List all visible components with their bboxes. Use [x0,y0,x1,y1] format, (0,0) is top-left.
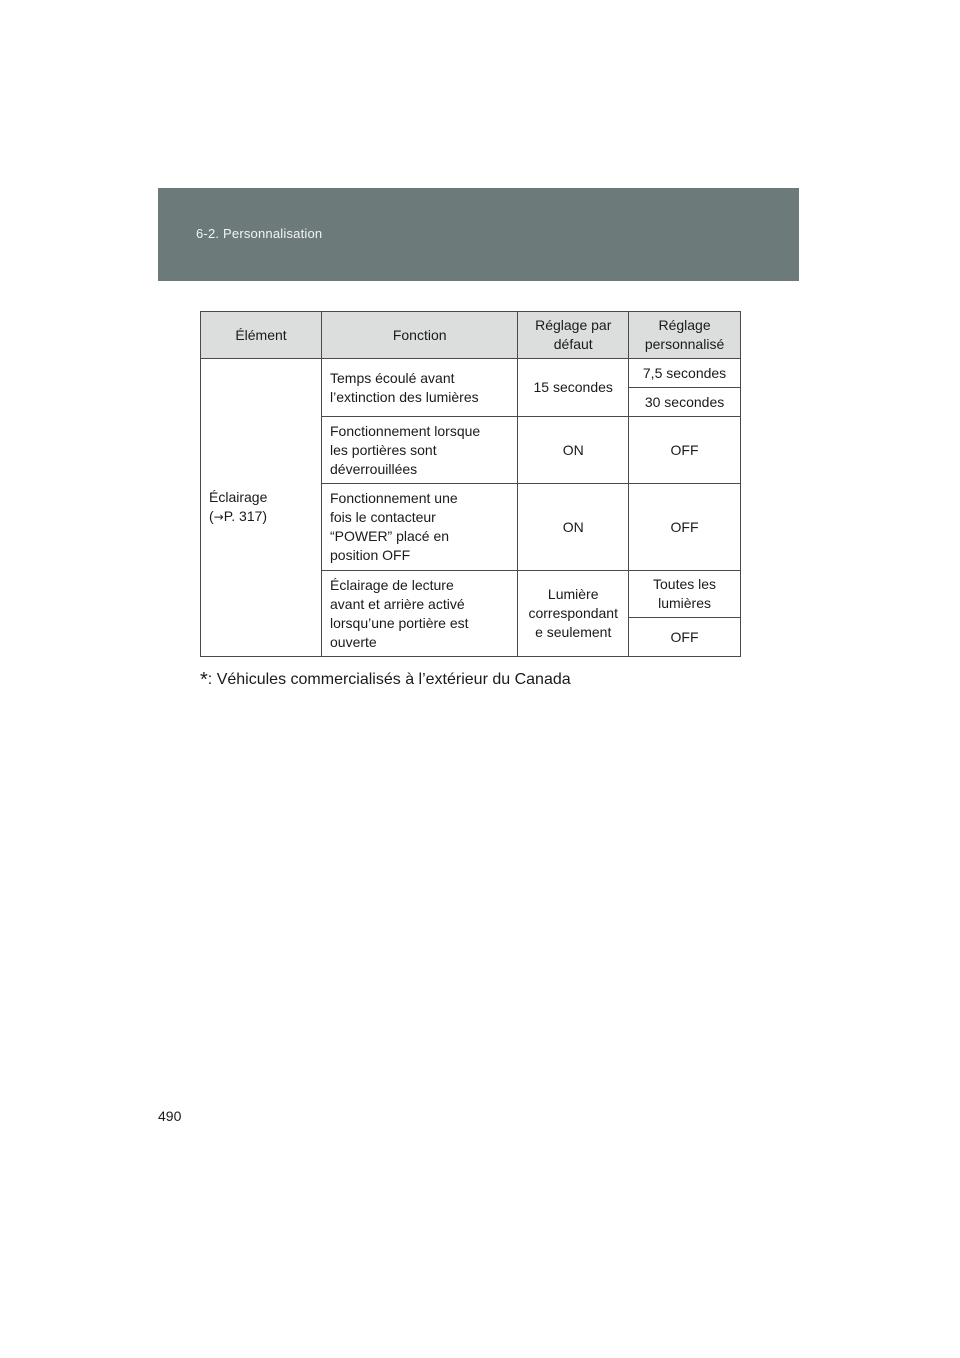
function-cell: Fonctionnement une fois le contacteur “POWER” placé en position OFF [322,484,518,571]
custom-setting-cell: Toutes les lumières [629,571,741,618]
table-header-row [201,312,741,359]
element-name: Éclairage [209,489,268,505]
asterisk-marker: * [200,669,208,691]
section-title: 6-2. Personnalisation [196,226,323,241]
custom-setting-cell: OFF [629,417,741,484]
arrow-right-icon: → [213,510,224,524]
settings-table [200,311,741,657]
default-setting-cell: 15 secondes [518,359,629,417]
default-setting-cell: ON [518,484,629,571]
custom-setting-cell: OFF [629,618,741,657]
custom-setting-cell: 7,5 secondes [629,359,741,388]
footnote [200,667,571,690]
header-element: Élément [201,312,322,359]
page-number: 490 [158,1108,182,1124]
default-setting-cell: Lumière correspondant e seulement [518,571,629,657]
header-default-setting: Réglage par défaut [518,312,629,359]
footnote-text: : Véhicules commercialisés à l’extérieur du Canada [207,671,571,688]
element-cell [201,359,322,657]
table-row [201,359,741,388]
element-page-reference: (→P. 317) [209,508,268,524]
header-custom-setting: Réglage personnalisé [629,312,741,359]
function-cell: Éclairage de lecture avant et arrière activé lorsqu’une portière est ouverte [322,571,518,657]
function-cell: Fonctionnement lorsque les portières sont déverrouillées [322,417,518,484]
default-setting-cell: ON [518,417,629,484]
custom-setting-cell: OFF [629,484,741,571]
custom-setting-cell: 30 secondes [629,388,741,417]
function-cell: Temps écoulé avant l’extinction des lumières [322,359,518,417]
section-header-band [158,188,799,281]
header-function: Fonction [322,312,518,359]
